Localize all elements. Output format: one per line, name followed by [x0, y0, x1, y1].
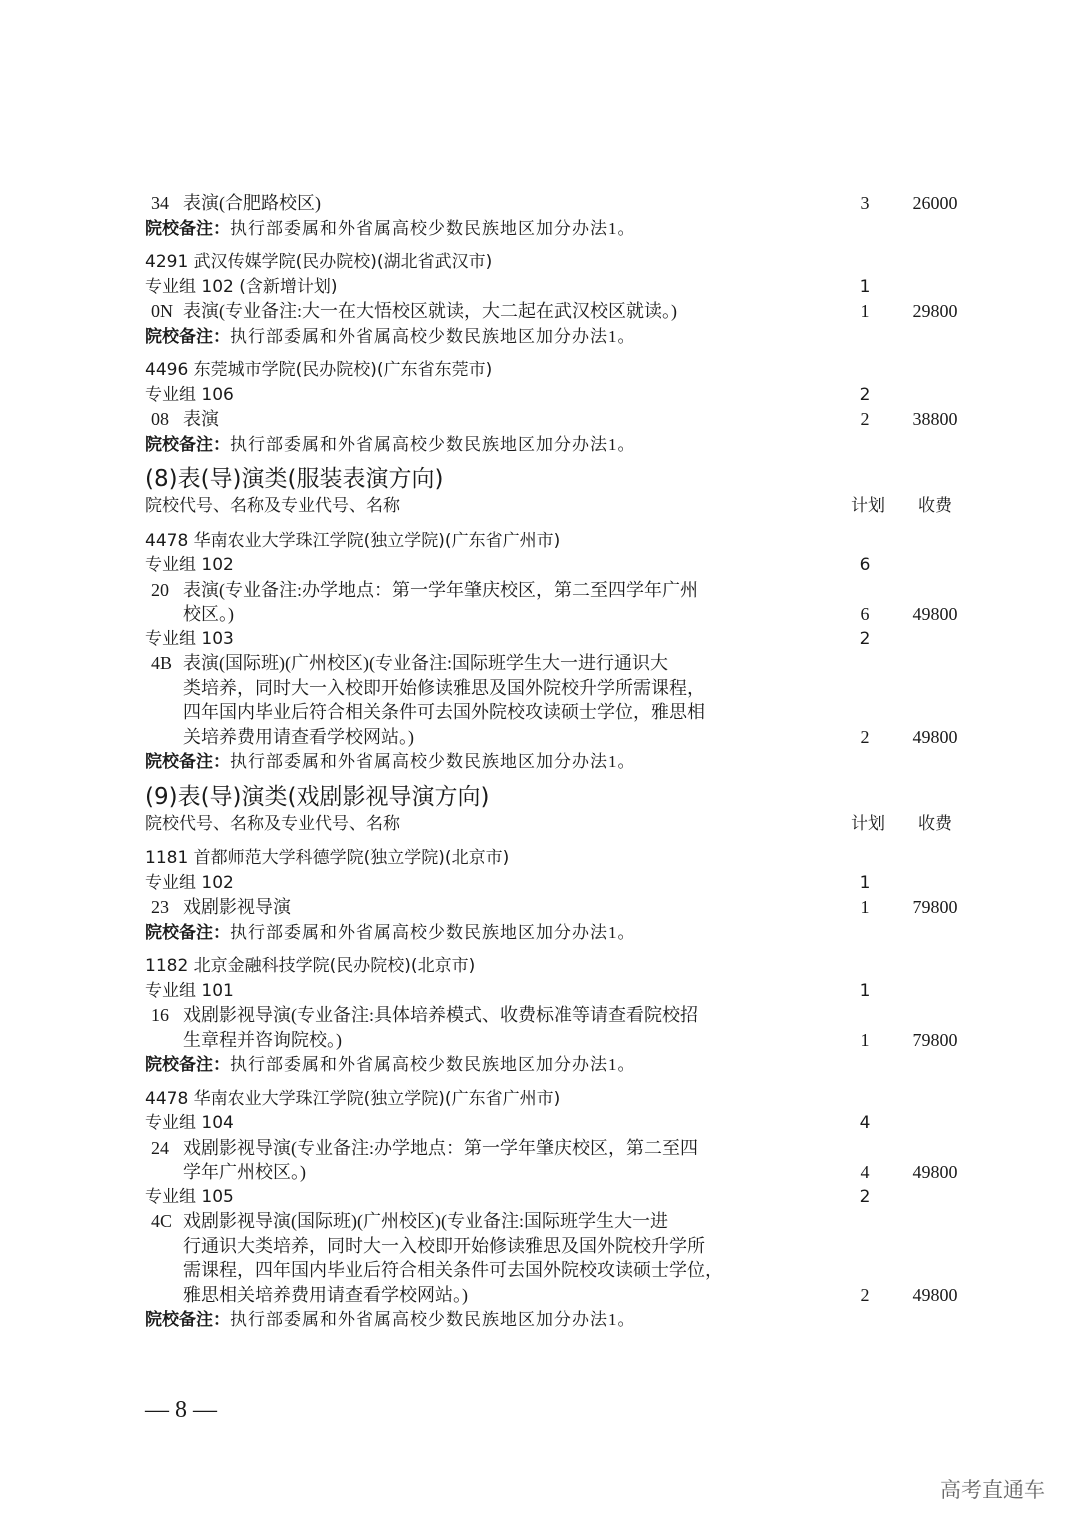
school-heading: [145, 250, 965, 275]
note-text: 执行部委属和外省属高校少数民族地区加分办法1。: [230, 434, 636, 454]
major-group: [145, 1111, 965, 1136]
major-entry: [145, 1136, 965, 1185]
school-note: [145, 1052, 965, 1077]
major-line: [145, 578, 965, 603]
major-code: 24: [151, 1137, 169, 1158]
major-entry: [145, 299, 965, 324]
note-label: 院校备注：: [145, 1310, 230, 1330]
major-line: [145, 1209, 965, 1234]
major-line: [145, 725, 965, 750]
plan-count: 2: [860, 409, 870, 429]
major-group-text: 专业组 104: [145, 1113, 234, 1133]
major-text: 表演(专业备注:办学地点：第一学年肇庆校区，第二至四学年广州: [183, 579, 698, 600]
tuition-fee: 49800: [912, 1284, 958, 1305]
note-text: 执行部委属和外省属高校少数民族地区加分办法1。: [230, 752, 636, 771]
major-line: [145, 299, 965, 324]
major-line: [145, 407, 965, 432]
major-code: 0N: [151, 301, 173, 321]
major-text: 表演(专业备注:大一在大悟校区就读，大二起在武汉校区就读。): [183, 301, 677, 321]
section-heading: (9)表(导)演类(戏剧影视导演方向): [145, 783, 490, 810]
major-code: 4B: [151, 653, 173, 673]
note-text: 执行部委属和外省属高校少数民族地区加分办法1。: [230, 218, 636, 238]
major-group: [145, 275, 965, 300]
note-label: 院校备注：: [145, 218, 230, 239]
group-plan-count: 1: [859, 872, 871, 893]
column-header: [145, 812, 965, 837]
school-heading-text: 4478 华南农业大学珠江学院(独立学院)(广东省广州市): [145, 530, 561, 551]
group-plan-count: 2: [859, 384, 871, 405]
major-entry: [145, 407, 965, 432]
school-heading-text: 1182 北京金融科技学院(民办院校)(北京市): [145, 956, 476, 976]
major-text: 雅思相关培养费用请查看学校网站。): [183, 1284, 468, 1305]
school-note: [145, 749, 965, 774]
school-heading: [145, 358, 965, 383]
major-code: 23: [151, 897, 169, 917]
note-label: 院校备注：: [145, 922, 230, 943]
major-entry: [145, 895, 965, 920]
tuition-fee: 26000: [912, 193, 958, 213]
plan-count: 2: [860, 1284, 870, 1305]
major-group: [145, 871, 965, 896]
major-text: 行通识大类培养，同时大一入校即开始修读雅思及国外院校升学所: [183, 1235, 705, 1256]
major-text: 四年国内毕业后符合相关条件可去国外院校攻读硕士学位，雅思相: [183, 702, 705, 722]
tuition-fee: 29800: [912, 301, 958, 321]
major-text: 类培养，同时大一入校即开始修读雅思及国外院校升学所需课程，: [183, 677, 705, 698]
major-text: 关培养费用请查看学校网站。): [183, 726, 414, 747]
major-text: 戏剧影视导演(专业备注:办学地点：第一学年肇庆校区，第二至四: [183, 1137, 698, 1158]
school-heading-text: 4478 华南农业大学珠江学院(独立学院)(广东省广州市): [145, 1088, 561, 1109]
note-label: 院校备注：: [145, 434, 230, 455]
major-group: [145, 627, 965, 652]
note-label: 院校备注：: [145, 752, 230, 772]
tuition-fee: 79800: [912, 897, 958, 917]
plan-column-header: 计划: [851, 813, 885, 834]
column-header-text: 院校代号、名称及专业代号、名称: [145, 813, 400, 834]
major-text: 戏剧影视导演(国际班)(广州校区)(专业备注:国际班学生大一进: [183, 1211, 668, 1231]
plan-count: 1: [860, 301, 870, 321]
note-label: 院校备注：: [145, 1055, 230, 1075]
tuition-fee: 49800: [912, 1162, 958, 1182]
major-entry: [145, 191, 965, 216]
major-line: [145, 700, 965, 725]
school-note: [145, 1307, 965, 1332]
school-heading: [145, 846, 965, 871]
column-header-text: 院校代号、名称及专业代号、名称: [145, 496, 400, 516]
column-header: [145, 494, 965, 519]
note-text: 执行部委属和外省属高校少数民族地区加分办法1。: [230, 922, 636, 942]
note-text: 执行部委属和外省属高校少数民族地区加分办法1。: [230, 326, 636, 346]
school-note: [145, 216, 965, 241]
major-group: [145, 553, 965, 578]
major-code: 20: [151, 579, 169, 600]
school-heading-text: 4291 武汉传媒学院(民办院校)(湖北省武汉市): [145, 252, 493, 272]
major-code: 16: [151, 1005, 169, 1025]
major-code: 34: [151, 193, 169, 213]
school-heading: [145, 529, 965, 554]
school-note: [145, 920, 965, 945]
tuition-fee: 49800: [912, 604, 958, 624]
major-code: 4C: [151, 1211, 173, 1231]
plan-count: 4: [860, 1162, 870, 1182]
group-plan-count: 2: [859, 628, 871, 649]
major-group: [145, 979, 965, 1004]
major-line: [145, 191, 965, 216]
note-label: 院校备注：: [145, 326, 230, 347]
school-note: [145, 432, 965, 457]
group-plan-count: 6: [859, 555, 871, 575]
major-line: [145, 1258, 965, 1283]
major-text: 学年广州校区。): [183, 1162, 306, 1182]
school-heading: [145, 954, 965, 979]
major-group: [145, 383, 965, 408]
school-heading: [145, 1087, 965, 1112]
major-line: [145, 1160, 965, 1185]
major-text: 需课程，四年国内毕业后符合相关条件可去国外院校攻读硕士学位，: [183, 1260, 723, 1280]
major-line: [145, 602, 965, 627]
major-line: [145, 676, 965, 701]
major-code: 08: [151, 409, 169, 429]
major-entry: [145, 578, 965, 627]
major-group-text: 专业组 102 (含新增计划): [145, 276, 338, 297]
major-line: [145, 651, 965, 676]
major-entry: [145, 1209, 965, 1307]
major-group-text: 专业组 102: [145, 872, 234, 893]
group-plan-count: 4: [859, 1113, 871, 1133]
section-heading: (8)表(导)演类(服装表演方向): [145, 466, 444, 492]
major-text: 校区。): [183, 604, 234, 624]
major-group-text: 专业组 101: [145, 980, 234, 1001]
major-text: 表演(国际班)(广州校区)(专业备注:国际班学生大一进行通识大: [183, 653, 668, 673]
page-number: — 8 —: [145, 1397, 217, 1423]
watermark: 高考直通车: [940, 1478, 1045, 1502]
plan-count: 3: [860, 193, 870, 213]
tuition-fee: 49800: [912, 726, 958, 747]
school-heading-text: 1181 首都师范大学科德学院(独立学院)(北京市): [145, 848, 510, 868]
major-group-text: 专业组 106: [145, 384, 234, 405]
note-text: 执行部委属和外省属高校少数民族地区加分办法1。: [230, 1055, 636, 1074]
major-group-text: 专业组 105: [145, 1186, 234, 1207]
fee-column-header: 收费: [918, 496, 952, 516]
school-heading-text: 4496 东莞城市学院(民办院校)(广东省东莞市): [145, 360, 493, 380]
document-body: [145, 191, 965, 1332]
major-text: 戏剧影视导演(专业备注:具体培养模式、收费标准等请查看院校招: [183, 1005, 698, 1025]
major-group-text: 专业组 102: [145, 555, 234, 575]
note-text: 执行部委属和外省属高校少数民族地区加分办法1。: [230, 1310, 636, 1329]
plan-count: 1: [860, 897, 870, 917]
major-entry: [145, 1003, 965, 1052]
plan-column-header: 计划: [851, 496, 885, 516]
plan-count: 1: [860, 1029, 870, 1050]
major-line: [145, 1283, 965, 1308]
major-line: [145, 1234, 965, 1259]
major-line: [145, 895, 965, 920]
group-plan-count: 1: [859, 276, 871, 297]
major-line: [145, 1136, 965, 1161]
tuition-fee: 79800: [912, 1029, 958, 1050]
group-plan-count: 1: [859, 980, 871, 1001]
major-text: 表演: [183, 409, 219, 429]
major-group: [145, 1185, 965, 1210]
school-note: [145, 324, 965, 349]
major-line: [145, 1028, 965, 1053]
tuition-fee: 38800: [912, 409, 958, 429]
plan-count: 2: [860, 726, 870, 747]
major-text: 表演(合肥路校区): [183, 193, 321, 213]
major-entry: [145, 651, 965, 749]
major-text: 戏剧影视导演: [183, 897, 291, 917]
major-text: 生章程并咨询院校。): [183, 1029, 342, 1050]
plan-count: 6: [860, 604, 870, 624]
major-group-text: 专业组 103: [145, 628, 234, 649]
major-line: [145, 1003, 965, 1028]
fee-column-header: 收费: [918, 813, 952, 834]
group-plan-count: 2: [859, 1186, 871, 1207]
